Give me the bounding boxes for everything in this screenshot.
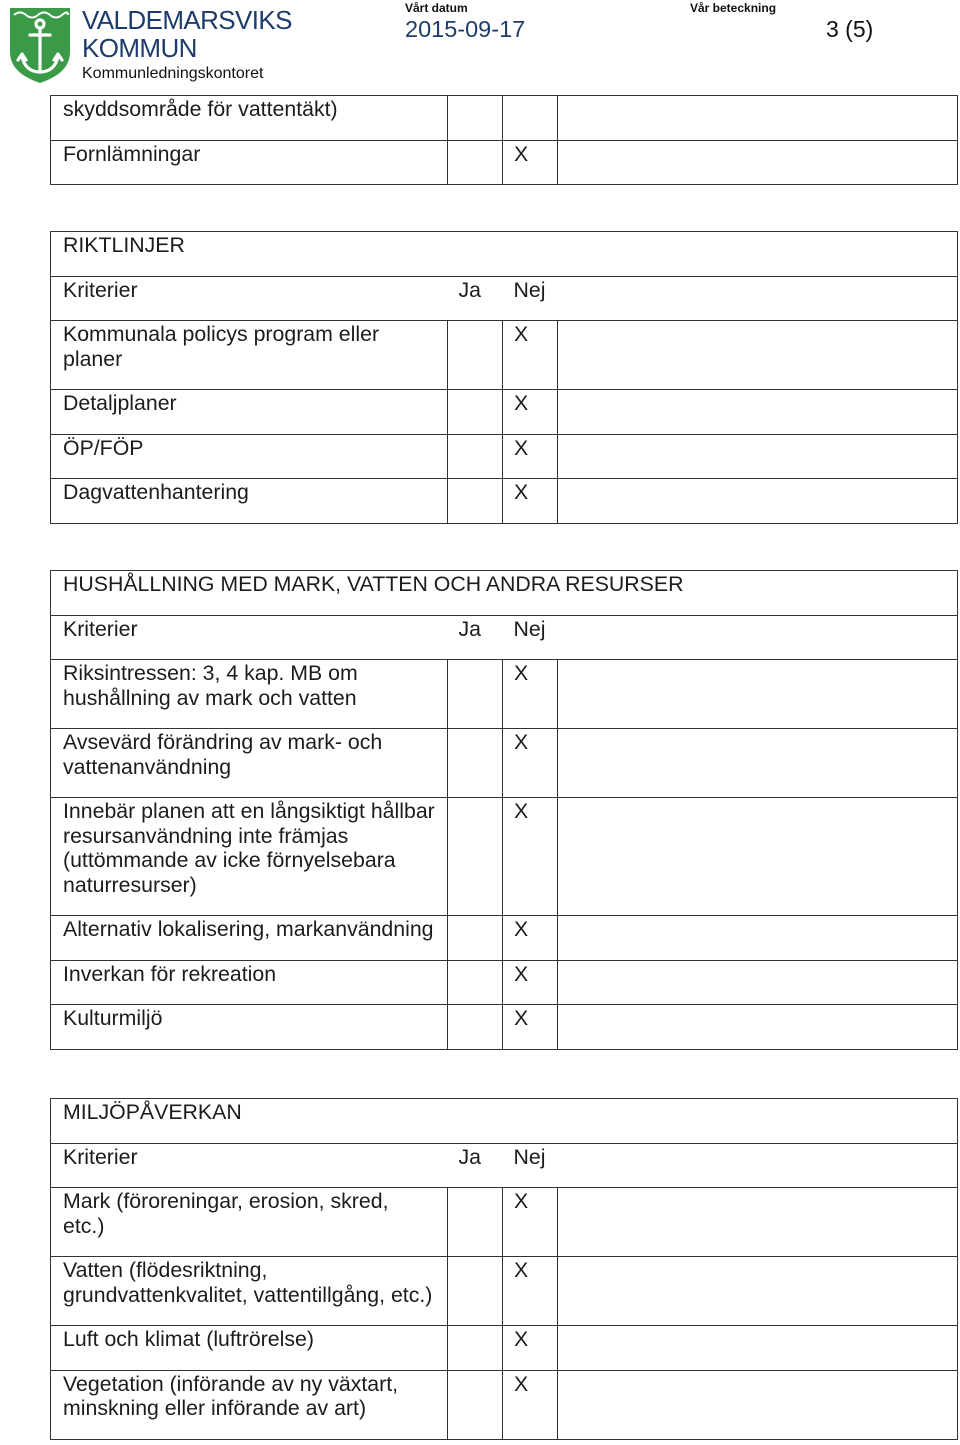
- note-cell: [558, 960, 958, 1005]
- yes-cell: [448, 1370, 503, 1439]
- note-cell: [558, 96, 958, 141]
- table-row: [51, 390, 958, 435]
- note-cell: [558, 321, 958, 390]
- no-cell: X: [503, 1005, 558, 1050]
- yes-cell: [448, 390, 503, 435]
- column-header-no: Nej: [503, 615, 558, 660]
- yes-cell: [448, 1005, 503, 1050]
- table-row: [51, 798, 958, 916]
- yes-cell: [448, 479, 503, 524]
- criterion-cell: Fornlämningar: [51, 140, 448, 185]
- criterion-cell: Kulturmiljö: [51, 1005, 448, 1050]
- column-header-no: Nej: [503, 1143, 558, 1188]
- note-cell: [558, 916, 958, 961]
- note-cell: [558, 479, 958, 524]
- yes-cell: [448, 798, 503, 916]
- reference-label: Vår beteckning: [690, 1, 777, 15]
- yes-cell: [448, 1188, 503, 1257]
- section-title: MILJÖPÅVERKAN: [51, 1099, 958, 1144]
- criterion-cell: Riksintressen: 3, 4 kap. MB om hushållning av mark och vatten: [51, 660, 448, 729]
- criterion-cell: Vegetation (införande av ny växtart, minskning eller införande av art): [51, 1370, 448, 1439]
- table-row: [51, 1188, 958, 1257]
- no-cell: X: [503, 729, 558, 798]
- yes-cell: [448, 1326, 503, 1371]
- department-name: Kommunledningskontoret: [82, 65, 264, 82]
- no-cell: X: [503, 321, 558, 390]
- yes-cell: [448, 434, 503, 479]
- table-row: [51, 960, 958, 1005]
- yes-cell: [448, 729, 503, 798]
- criteria-table: [50, 1098, 958, 1440]
- no-cell: X: [503, 390, 558, 435]
- criterion-cell: Avsevärd förändring av mark- och vattenanvändning: [51, 729, 448, 798]
- page-number: 3 (5): [826, 16, 874, 42]
- column-header-yes: Ja: [448, 276, 503, 321]
- section-title-row: [51, 571, 958, 616]
- shield-graphic: [8, 4, 72, 84]
- note-cell: [558, 140, 958, 185]
- table-row: [51, 96, 958, 141]
- yes-cell: [448, 96, 503, 141]
- organization-name-line-1: VALDEMARSVIKS: [82, 5, 292, 35]
- no-cell: [503, 96, 558, 141]
- column-header-row: [51, 615, 958, 660]
- criterion-cell: Dagvattenhantering: [51, 479, 448, 524]
- note-cell: [558, 434, 958, 479]
- column-header-criterion: Kriterier: [51, 615, 448, 660]
- no-cell: X: [503, 960, 558, 1005]
- criterion-cell: Innebär planen att en långsiktigt hållbar resursanvändning inte främjas (uttömmande av icke förnyelsebara naturresurser): [51, 798, 448, 916]
- date-label: Vårt datum: [405, 1, 468, 15]
- note-cell: [558, 1326, 958, 1371]
- table-row: [51, 660, 958, 729]
- criterion-cell: Mark (föroreningar, erosion, skred, etc.): [51, 1188, 448, 1257]
- criterion-cell: Luft och klimat (luftrörelse): [51, 1326, 448, 1371]
- no-cell: X: [503, 1257, 558, 1326]
- yes-cell: [448, 916, 503, 961]
- table-row: [51, 916, 958, 961]
- no-cell: X: [503, 479, 558, 524]
- no-cell: X: [503, 1326, 558, 1371]
- table-row: [51, 140, 958, 185]
- table-row: [51, 1326, 958, 1371]
- note-cell: [558, 1005, 958, 1050]
- section-title: RIKTLINJER: [51, 232, 958, 277]
- column-header-criterion: Kriterier: [51, 276, 448, 321]
- criterion-cell: Kommunala policys program eller planer: [51, 321, 448, 390]
- table-row: [51, 1257, 958, 1326]
- criterion-cell: Inverkan för rekreation: [51, 960, 448, 1005]
- column-header-row: [51, 1143, 958, 1188]
- table-row: [51, 434, 958, 479]
- note-cell: [558, 1188, 958, 1257]
- criterion-cell: ÖP/FÖP: [51, 434, 448, 479]
- organization-name-line-2: KOMMUN: [82, 33, 197, 63]
- section-title-row: [51, 232, 958, 277]
- no-cell: X: [503, 1370, 558, 1439]
- column-header-no: Nej: [503, 276, 558, 321]
- no-cell: X: [503, 434, 558, 479]
- criterion-cell: skyddsområde för vattentäkt): [51, 96, 448, 141]
- column-header-yes: Ja: [448, 1143, 503, 1188]
- table-row: [51, 321, 958, 390]
- note-cell: [558, 729, 958, 798]
- table-row: [51, 1005, 958, 1050]
- yes-cell: [448, 1257, 503, 1326]
- criterion-cell: Vatten (flödesriktning, grundvattenkvalitet, vattentillgång, etc.): [51, 1257, 448, 1326]
- criteria-table: [50, 231, 958, 524]
- column-header-row: [51, 276, 958, 321]
- yes-cell: [448, 140, 503, 185]
- yes-cell: [448, 321, 503, 390]
- note-cell: [558, 1370, 958, 1439]
- note-cell: [558, 660, 958, 729]
- note-cell: [558, 1257, 958, 1326]
- table-row: [51, 479, 958, 524]
- coat-of-arms-logo: [8, 4, 72, 84]
- yes-cell: [448, 660, 503, 729]
- criterion-cell: Detaljplaner: [51, 390, 448, 435]
- column-header-criterion: Kriterier: [51, 1143, 448, 1188]
- criteria-table: [50, 570, 958, 1050]
- column-header-yes: Ja: [448, 615, 503, 660]
- criteria-table: [50, 95, 958, 185]
- no-cell: X: [503, 798, 558, 916]
- section-title: HUSHÅLLNING MED MARK, VATTEN OCH ANDRA RESURSER: [51, 571, 958, 616]
- table-row: [51, 729, 958, 798]
- note-cell: [558, 390, 958, 435]
- column-header-blank: [558, 615, 958, 660]
- table-row: [51, 1370, 958, 1439]
- criterion-cell: Alternativ lokalisering, markanvändning: [51, 916, 448, 961]
- date-value: 2015-09-17: [405, 16, 526, 42]
- no-cell: X: [503, 916, 558, 961]
- no-cell: X: [503, 660, 558, 729]
- section-title-row: [51, 1099, 958, 1144]
- column-header-blank: [558, 276, 958, 321]
- no-cell: X: [503, 1188, 558, 1257]
- column-header-blank: [558, 1143, 958, 1188]
- note-cell: [558, 798, 958, 916]
- yes-cell: [448, 960, 503, 1005]
- no-cell: X: [503, 140, 558, 185]
